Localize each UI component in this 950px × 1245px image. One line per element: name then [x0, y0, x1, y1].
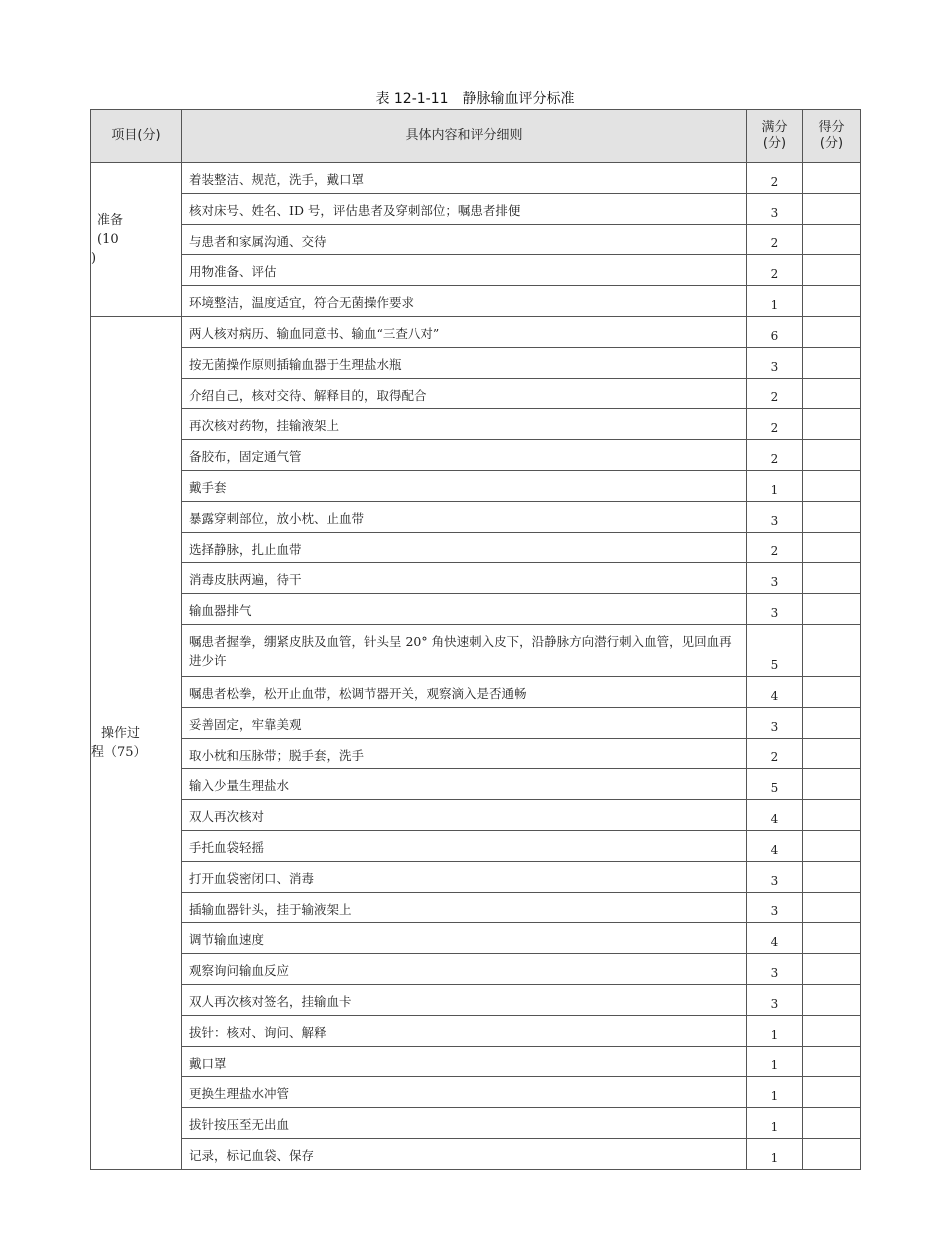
score-entry-cell[interactable] [803, 378, 861, 409]
section-label [91, 163, 182, 317]
table-row [91, 594, 861, 625]
criterion-text: 两人核对病历、输血同意书、输血“三查八对” [182, 316, 747, 347]
table-row [91, 707, 861, 738]
table-row [91, 255, 861, 286]
score-entry-cell[interactable] [803, 347, 861, 378]
criterion-text: 双人再次核对 [182, 800, 747, 831]
criterion-text: 着装整洁、规范，洗手，戴口罩 [182, 163, 747, 194]
table-row [91, 954, 861, 985]
full-score-cell: 2 [747, 532, 803, 563]
criterion-text: 双人再次核对签名，挂输血卡 [182, 984, 747, 1015]
full-score-cell: 1 [747, 1138, 803, 1169]
score-entry-cell[interactable] [803, 707, 861, 738]
score-entry-cell[interactable] [803, 800, 861, 831]
table-row [91, 163, 861, 194]
section-label-line: (10 [97, 231, 119, 247]
score-entry-cell[interactable] [803, 224, 861, 255]
full-score-cell: 2 [747, 224, 803, 255]
full-score-cell: 2 [747, 738, 803, 769]
full-score-cell: 6 [747, 316, 803, 347]
criterion-text: 再次核对药物，挂输液架上 [182, 409, 747, 440]
full-score-cell: 1 [747, 1077, 803, 1108]
full-score-cell: 3 [747, 861, 803, 892]
header-content: 具体内容和评分细则 [182, 110, 747, 163]
table-row [91, 409, 861, 440]
score-entry-cell[interactable] [803, 409, 861, 440]
full-score-cell: 2 [747, 163, 803, 194]
criterion-text: 手托血袋轻摇 [182, 830, 747, 861]
table-row [91, 193, 861, 224]
full-score-cell: 4 [747, 800, 803, 831]
score-entry-cell[interactable] [803, 532, 861, 563]
criterion-text: 嘱患者握拳，绷紧皮肤及血管，针头呈 20° 角快速刺入皮下，沿静脉方向潜行刺入血管，见回血再进少许 [182, 624, 747, 676]
table-header [91, 110, 861, 163]
table-row [91, 286, 861, 317]
score-entry-cell[interactable] [803, 286, 861, 317]
table-row [91, 563, 861, 594]
score-entry-cell[interactable] [803, 923, 861, 954]
full-score-cell: 3 [747, 347, 803, 378]
criterion-text: 介绍自己，核对交待、解释目的，取得配合 [182, 378, 747, 409]
table-row [91, 800, 861, 831]
criterion-text: 输血器排气 [182, 594, 747, 625]
table-row [91, 532, 861, 563]
criterion-text: 打开血袋密闭口、消毒 [182, 861, 747, 892]
table-row [91, 830, 861, 861]
criterion-text: 拔针：核对、询问、解释 [182, 1015, 747, 1046]
criterion-text: 拔针按压至无出血 [182, 1108, 747, 1139]
full-score-cell: 3 [747, 984, 803, 1015]
table-row [91, 347, 861, 378]
score-entry-cell[interactable] [803, 830, 861, 861]
table-row [91, 1015, 861, 1046]
full-score-cell: 4 [747, 830, 803, 861]
full-score-cell: 3 [747, 563, 803, 594]
section-label-line: 准备 [97, 212, 124, 228]
table-row [91, 984, 861, 1015]
score-entry-cell[interactable] [803, 1077, 861, 1108]
table-row [91, 923, 861, 954]
table-row [91, 501, 861, 532]
score-entry-cell[interactable] [803, 563, 861, 594]
score-entry-cell[interactable] [803, 1015, 861, 1046]
section-label-line: 操作过 [101, 725, 141, 741]
score-entry-cell[interactable] [803, 255, 861, 286]
criterion-text: 用物准备、评估 [182, 255, 747, 286]
score-entry-cell[interactable] [803, 1138, 861, 1169]
table-row [91, 378, 861, 409]
criterion-text: 嘱患者松拳，松开止血带，松调节器开关，观察滴入是否通畅 [182, 676, 747, 707]
criterion-text: 戴手套 [182, 470, 747, 501]
score-entry-cell[interactable] [803, 501, 861, 532]
score-entry-cell[interactable] [803, 954, 861, 985]
header-got-line1: 得分 [818, 120, 845, 135]
score-entry-cell[interactable] [803, 316, 861, 347]
full-score-cell: 5 [747, 769, 803, 800]
table-row [91, 1046, 861, 1077]
score-entry-cell[interactable] [803, 769, 861, 800]
full-score-cell: 2 [747, 409, 803, 440]
table-row [91, 769, 861, 800]
full-score-cell: 2 [747, 378, 803, 409]
full-score-cell: 3 [747, 892, 803, 923]
criterion-text: 选择静脉，扎止血带 [182, 532, 747, 563]
criterion-text: 核对床号、姓名、ID 号，评估患者及穿刺部位；嘱患者排便 [182, 193, 747, 224]
full-score-cell: 3 [747, 707, 803, 738]
full-score-cell: 2 [747, 255, 803, 286]
full-score-cell: 3 [747, 501, 803, 532]
header-full-line2: (分) [762, 136, 787, 151]
score-entry-cell[interactable] [803, 861, 861, 892]
criterion-text: 输入少量生理盐水 [182, 769, 747, 800]
score-entry-cell[interactable] [803, 163, 861, 194]
table-row [91, 440, 861, 471]
full-score-cell: 3 [747, 954, 803, 985]
full-score-cell: 1 [747, 1108, 803, 1139]
score-entry-cell[interactable] [803, 193, 861, 224]
criterion-text: 调节输血速度 [182, 923, 747, 954]
full-score-cell: 2 [747, 440, 803, 471]
section-label [91, 316, 182, 1169]
table-row [91, 316, 861, 347]
score-entry-cell[interactable] [803, 676, 861, 707]
table-row [91, 676, 861, 707]
table-row [91, 1077, 861, 1108]
scoring-table [90, 109, 861, 1170]
table-row [91, 861, 861, 892]
criterion-text: 取小枕和压脉带；脱手套，洗手 [182, 738, 747, 769]
table-row [91, 470, 861, 501]
table-row [91, 892, 861, 923]
full-score-cell: 1 [747, 286, 803, 317]
criterion-text: 环境整洁，温度适宜，符合无菌操作要求 [182, 286, 747, 317]
full-score-cell: 4 [747, 923, 803, 954]
full-score-cell: 3 [747, 594, 803, 625]
full-score-cell: 1 [747, 1015, 803, 1046]
criterion-text: 与患者和家属沟通、交待 [182, 224, 747, 255]
table-row [91, 1138, 861, 1169]
table-row [91, 624, 861, 676]
score-entry-cell[interactable] [803, 440, 861, 471]
criterion-text: 更换生理盐水冲管 [182, 1077, 747, 1108]
full-score-cell: 1 [747, 470, 803, 501]
criterion-text: 备胶布，固定通气管 [182, 440, 747, 471]
table-row [91, 224, 861, 255]
section-label-line: ) [91, 250, 97, 266]
criterion-text: 插输血器针头，挂于输液架上 [182, 892, 747, 923]
full-score-cell: 4 [747, 676, 803, 707]
header-item: 项目(分) [91, 110, 182, 163]
criterion-text: 暴露穿刺部位，放小枕、止血带 [182, 501, 747, 532]
criterion-text: 戴口罩 [182, 1046, 747, 1077]
score-entry-cell[interactable] [803, 624, 861, 676]
score-entry-cell[interactable] [803, 984, 861, 1015]
full-score-cell: 1 [747, 1046, 803, 1077]
criterion-text: 妥善固定，牢靠美观 [182, 707, 747, 738]
header-got-score [803, 110, 861, 163]
full-score-cell: 5 [747, 624, 803, 676]
criterion-text: 消毒皮肤两遍，待干 [182, 563, 747, 594]
score-entry-cell[interactable] [803, 892, 861, 923]
header-got-line2: (分) [819, 136, 844, 151]
section-label-line: 程（75） [91, 744, 147, 760]
score-entry-cell[interactable] [803, 594, 861, 625]
table-row [91, 1108, 861, 1139]
criterion-text: 按无菌操作原则插输血器于生理盐水瓶 [182, 347, 747, 378]
header-full-score [747, 110, 803, 163]
criterion-text: 观察询问输血反应 [182, 954, 747, 985]
score-entry-cell[interactable] [803, 1046, 861, 1077]
score-entry-cell[interactable] [803, 470, 861, 501]
table-body [91, 163, 861, 1170]
score-entry-cell[interactable] [803, 1108, 861, 1139]
header-full-line1: 满分 [761, 120, 788, 135]
table-row [91, 738, 861, 769]
table-title: 表 12-1-11 静脉输血评分标准 [375, 91, 575, 107]
criterion-text: 记录，标记血袋、保存 [182, 1138, 747, 1169]
full-score-cell: 3 [747, 193, 803, 224]
score-entry-cell[interactable] [803, 738, 861, 769]
